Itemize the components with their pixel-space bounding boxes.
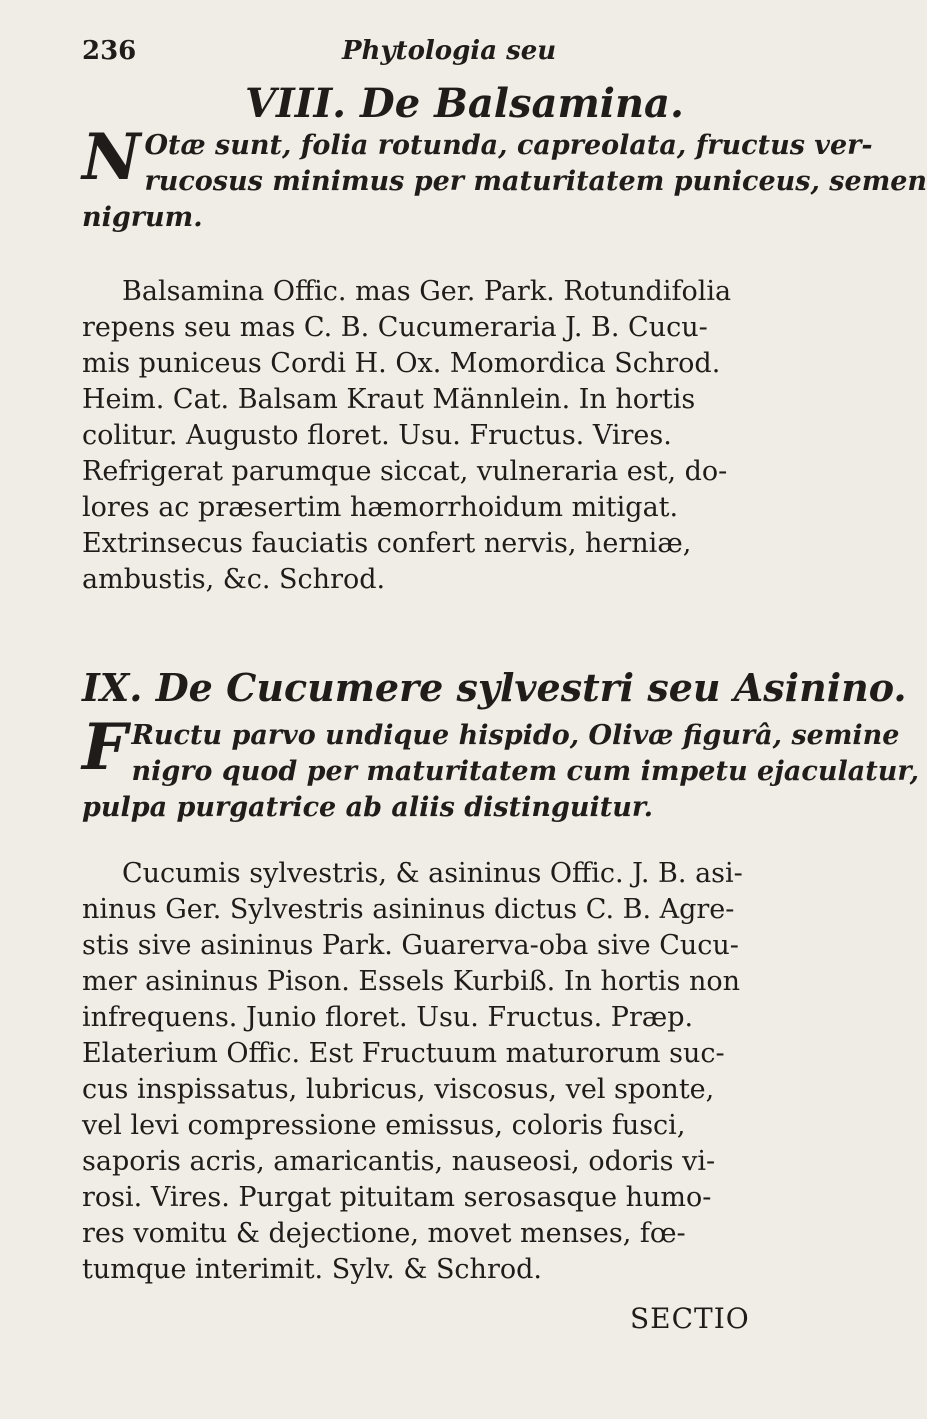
text-line: res vomitu & dejectione, movet menses, fœ- [82,1218,686,1249]
text-line: stis sive asininus Park. Guarerva-oba sive Cucu- [82,930,739,961]
text-line: saporis acris, amaricantis, nauseosi, odoris vi- [82,1146,716,1177]
text-line: repens seu mas C. B. Cucumeraria J. B. Cucu- [82,312,708,343]
notae-line: pulpa purgatrice ab aliis distinguitur. [82,792,653,823]
text-line: Cucumis sylvestris, & asininus Offic. J. B. asi- [122,858,743,889]
text-line: cus inspissatus, lubricus, viscosus, vel sponte, [82,1074,715,1105]
text-line: infrequens. Junio floret. Usu. Fructus. Præp. [82,1002,694,1033]
text-line: rosi. Vires. Purgat pituitam serosasque humo- [82,1182,712,1213]
drop-capital: F [82,710,128,785]
text-line: lores ac præsertim hæmorrhoidum mitigat. [82,492,679,523]
text-line: vel levi compressione emissus, coloris fusci, [82,1110,686,1141]
text-line: colitur. Augusto floret. Usu. Fructus. Vires. [82,420,672,451]
page-header [82,36,762,76]
body-paragraph-viii [82,274,782,598]
drop-capital: N [82,120,141,195]
text-line: Extrinsecus fauciatis confert nervis, herniæ, [82,528,692,559]
notae-paragraph-ix [82,710,919,826]
text-line: ambustis, &c. Schrod. [82,564,386,595]
text-line: Heim. Cat. Balsam Kraut Männlein. In hortis [82,384,696,415]
section-heading-ix: IX. De Cucumere sylvestri seu Asinino. [82,665,907,710]
text-line: Elaterium Offic. Est Fructuum maturorum suc- [82,1038,725,1069]
text-line: ninus Ger. Sylvestris asininus dictus C. B. Agre- [82,894,735,925]
notae-line: Otæ sunt, folia rotunda, capreolata, fructus ver- [144,130,873,161]
notae-line: rucosus minimus per maturitatem puniceus, semen [144,166,927,197]
text-line: mer asininus Pison. Essels Kurbiß. In hortis non [82,966,740,997]
section-heading-viii: VIII. De Balsamina. [245,80,684,127]
catchword: SECTIO [630,1302,750,1335]
text-line: Refrigerat parumque siccat, vulneraria est, do- [82,456,728,487]
text-line: tumque interimit. Sylv. & Schrod. [82,1254,542,1285]
notae-line: nigrum. [82,202,203,233]
running-head: Phytologia seu [342,36,557,66]
notae-line: Ructu parvo undique hispido, Olivæ figurâ, semine [131,720,900,751]
text-line: mis puniceus Cordi H. Ox. Momordica Schrod. [82,348,721,379]
page-number: 236 [82,36,137,66]
notae-paragraph-viii [82,120,927,236]
body-paragraph-ix [82,856,782,1288]
text-line: Balsamina Offic. mas Ger. Park. Rotundifolia [122,276,732,307]
notae-line: nigro quod per maturitatem cum impetu ejaculatur, [131,756,919,787]
